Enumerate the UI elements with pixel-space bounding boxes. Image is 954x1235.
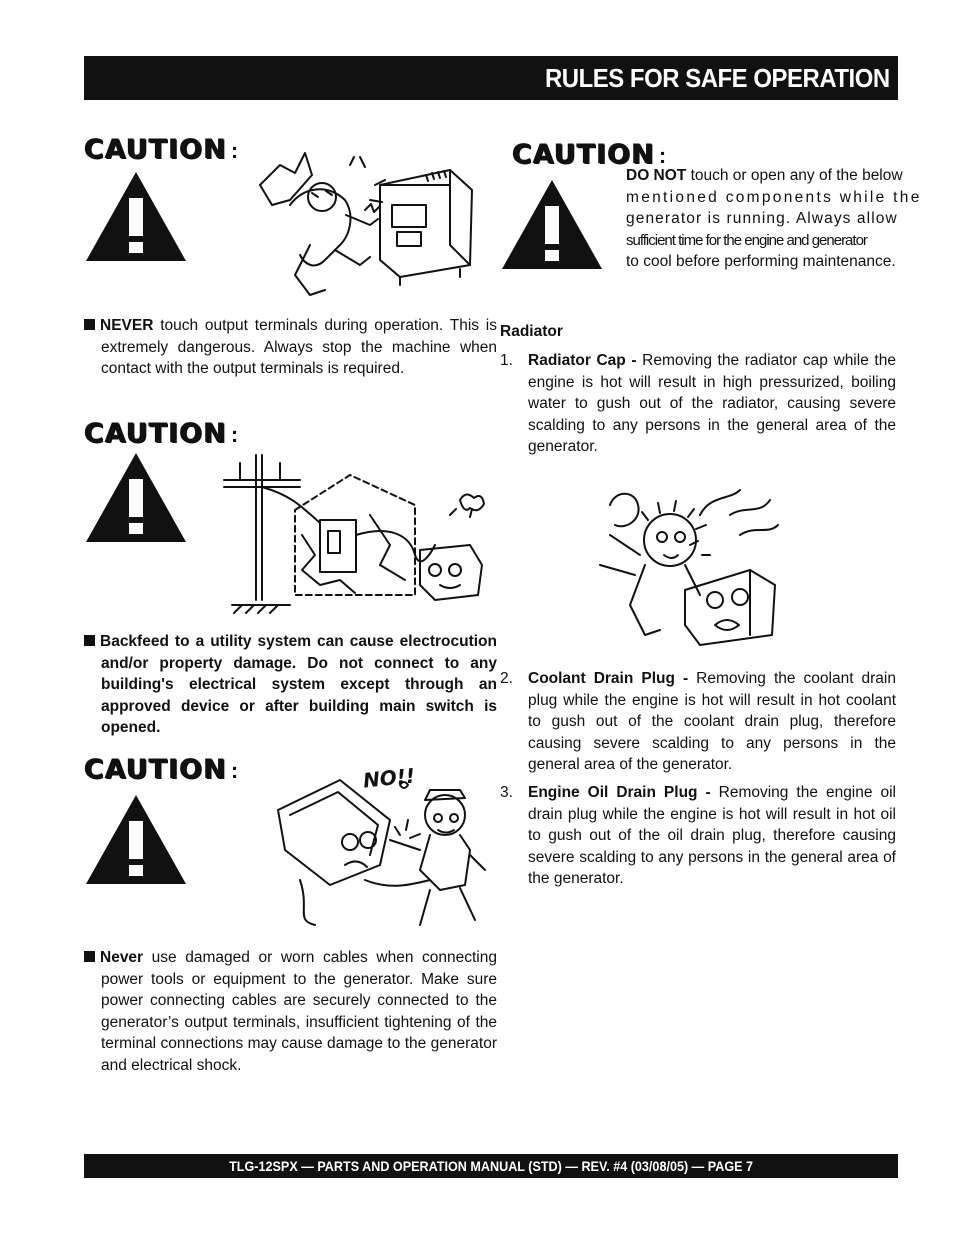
shock-cartoon-illustration [250, 145, 480, 305]
radiator-heading: Radiator [500, 323, 563, 340]
item-text: Removing the radiator cap while the engine is hot will result in high pressurized, boiling water to gush out of the radiator, causing severe scalding to any persons in the general area of the generator. [528, 352, 896, 455]
caution-colon: : [658, 143, 668, 168]
right-caution-line-4: sufficient time for the engine and generator [626, 231, 867, 249]
numbered-item-2 [500, 668, 896, 776]
section-3-body: use damaged or worn cables when connecting power tools or equipment to the generator. Make sure power connecting cables are securely connected to the generator’s output terminals, insufficient tightening of the terminal connections may cause damage to the generator and electrical shock. [101, 949, 497, 1074]
numbered-item-3 [500, 782, 896, 890]
item-number: 3. [500, 784, 513, 801]
item-text: Removing the coolant drain plug while the engine is hot will result in hot coolant to gush out of the coolant drain plug, therefore causing severe scalding to any persons in the general area of the generator. [528, 670, 896, 773]
item-bold: Coolant Drain Plug - [528, 670, 689, 687]
do-not-bold: DO NOT [626, 167, 687, 184]
radiator-scald-cartoon-illustration [590, 485, 780, 655]
warning-triangle-icon [84, 451, 188, 543]
numbered-item-1 [500, 350, 896, 458]
warning-triangle-icon [84, 793, 188, 885]
no-exclamation-text: NO!! [361, 763, 417, 793]
page-header-bar [84, 56, 898, 100]
item-text: Removing the engine oil drain plug while the engine is hot will result in hot oil to gush out of the oil drain plug, therefore causing severe scalding to any persons in the general area of the generator. [528, 784, 896, 887]
page-title: RULES FOR SAFE OPERATION [545, 62, 890, 93]
caution-colon: : [230, 138, 240, 163]
caution-label: CAUTION [512, 139, 655, 170]
right-caution-line-3: generator is running. Always allow [626, 210, 898, 227]
backfeed-cartoon-illustration [220, 445, 490, 615]
bullet-square-icon [84, 319, 95, 330]
section-1-body: touch output terminals during operation. This is extremely dangerous. Always stop the machine when contact with the output terminals is required. [101, 317, 497, 377]
bullet-square-icon [84, 635, 95, 646]
right-caution-line-1: touch or open any of the below [686, 167, 903, 184]
right-caution-line-2: mentioned components while the [626, 188, 922, 206]
right-caution-line-5: to cool before performing maintenance. [626, 253, 896, 270]
section-3-text [84, 947, 497, 1076]
item-bold: Engine Oil Drain Plug - [528, 784, 711, 801]
caution-label: CAUTION [84, 754, 227, 785]
caution-heading-3 [84, 754, 239, 785]
caution-colon: : [230, 758, 240, 783]
damaged-cable-cartoon-illustration [270, 770, 495, 930]
item-number: 1. [500, 352, 513, 369]
section-1-text [84, 315, 497, 380]
item-bold: Radiator Cap - [528, 352, 637, 369]
caution-label: CAUTION [84, 134, 227, 165]
bullet-square-icon [84, 951, 95, 962]
section-3-bold: Never [100, 949, 144, 966]
right-caution-text [626, 165, 922, 273]
section-1-bold: NEVER [100, 317, 154, 334]
caution-label: CAUTION [84, 418, 227, 449]
warning-triangle-icon [500, 178, 604, 270]
item-number: 2. [500, 670, 513, 687]
section-2-text [84, 631, 497, 739]
caution-heading-2 [84, 418, 239, 449]
caution-colon: : [230, 422, 240, 447]
page-footer-bar [84, 1154, 898, 1178]
section-2-bold: Backfeed to a utility system can cause electrocution and/or property damage. Do not connect to any building's electrical system except through an approved device or after building main switch is opened. [100, 633, 497, 736]
warning-triangle-icon [84, 170, 188, 262]
footer-text: TLG-12SPX — PARTS AND OPERATION MANUAL (STD) — REV. #4 (03/08/05) — PAGE 7 [229, 1158, 753, 1174]
caution-heading-1 [84, 134, 239, 165]
